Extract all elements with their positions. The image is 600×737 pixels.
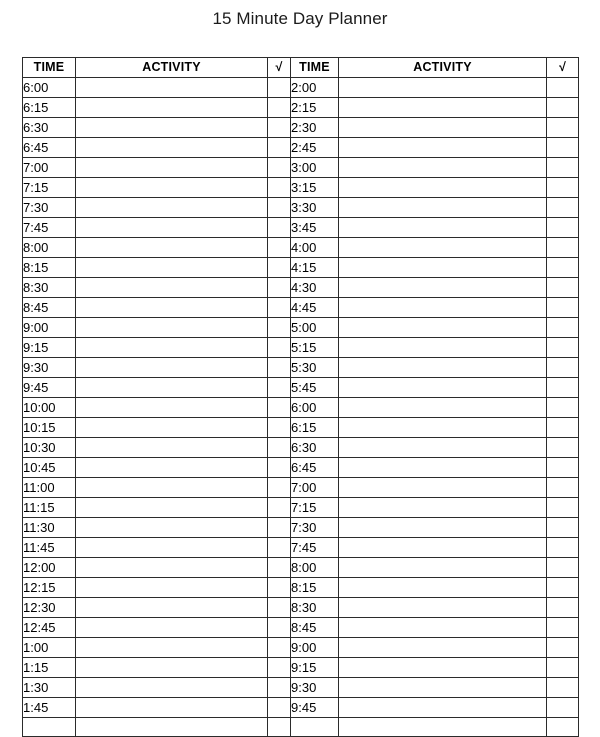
cell-time-left: 6:30 <box>23 118 76 138</box>
cell-activity-left[interactable] <box>76 658 268 678</box>
cell-time-right: 5:45 <box>291 378 339 398</box>
cell-activity-right[interactable] <box>339 518 547 538</box>
cell-check-right[interactable] <box>547 578 579 598</box>
cell-activity-left[interactable] <box>76 218 268 238</box>
cell-check-right[interactable] <box>547 678 579 698</box>
cell-time-left: 7:15 <box>23 178 76 198</box>
cell-check-right[interactable] <box>547 158 579 178</box>
cell-activity-right[interactable] <box>339 438 547 458</box>
cell-time-right: 6:45 <box>291 458 339 478</box>
cell-check-left[interactable] <box>268 618 291 638</box>
table-row <box>23 158 579 178</box>
cell-check-right[interactable] <box>547 538 579 558</box>
table-row <box>23 358 579 378</box>
cell-activity-left[interactable] <box>76 198 268 218</box>
table-row <box>23 378 579 398</box>
cell-time-left: 10:15 <box>23 418 76 438</box>
cell-activity-right[interactable] <box>339 658 547 678</box>
table-row <box>23 698 579 718</box>
cell-activity-right[interactable] <box>339 98 547 118</box>
cell-time-left: 11:45 <box>23 538 76 558</box>
table-row <box>23 238 579 258</box>
cell-time-left: 7:30 <box>23 198 76 218</box>
cell-check-left[interactable] <box>268 138 291 158</box>
cell-time-right: 2:00 <box>291 78 339 98</box>
cell-activity-right[interactable] <box>339 138 547 158</box>
cell-activity-right[interactable] <box>339 418 547 438</box>
cell-time-right: 2:15 <box>291 98 339 118</box>
cell-check-left[interactable] <box>268 418 291 438</box>
cell-time-right: 7:00 <box>291 478 339 498</box>
cell-activity-left[interactable] <box>76 238 268 258</box>
cell-activity-right[interactable] <box>339 258 547 278</box>
cell-activity-right[interactable] <box>339 698 547 718</box>
cell-activity-right[interactable] <box>339 598 547 618</box>
cell-check-right[interactable] <box>547 198 579 218</box>
cell-activity-right[interactable] <box>339 78 547 98</box>
cell-activity-right[interactable] <box>339 318 547 338</box>
cell-check-left[interactable] <box>268 218 291 238</box>
header-check-right: √ <box>547 58 579 78</box>
cell-activity-left[interactable] <box>76 418 268 438</box>
cell-check-right[interactable] <box>547 478 579 498</box>
cell-activity-left[interactable] <box>76 678 268 698</box>
cell-check-right[interactable] <box>547 378 579 398</box>
cell-activity-right[interactable] <box>339 238 547 258</box>
cell-check-right[interactable] <box>547 498 579 518</box>
cell-time-left: 8:30 <box>23 278 76 298</box>
cell-activity-left[interactable] <box>76 78 268 98</box>
cell-activity-left[interactable] <box>76 138 268 158</box>
cell-check-left[interactable] <box>268 98 291 118</box>
header-time-right: TIME <box>291 58 339 78</box>
cell-activity-left[interactable] <box>76 578 268 598</box>
table-row <box>23 578 579 598</box>
cell-check-left[interactable] <box>268 638 291 658</box>
cell-time-right: 8:30 <box>291 598 339 618</box>
cell-time-right: 7:30 <box>291 518 339 538</box>
cell-time-left: 10:00 <box>23 398 76 418</box>
cell-activity-right[interactable] <box>339 378 547 398</box>
table-row <box>23 198 579 218</box>
cell-check-left[interactable] <box>268 498 291 518</box>
cell-time-right: 9:15 <box>291 658 339 678</box>
cell-check-right[interactable] <box>547 178 579 198</box>
cell-activity-left[interactable] <box>76 398 268 418</box>
cell-check-left[interactable] <box>268 258 291 278</box>
cell-activity-left[interactable] <box>76 618 268 638</box>
cell-activity-right[interactable] <box>339 198 547 218</box>
cell-time-left: 9:15 <box>23 338 76 358</box>
cell-time-left: 8:00 <box>23 238 76 258</box>
cell-activity-right[interactable] <box>339 278 547 298</box>
cell-check-right[interactable] <box>547 558 579 578</box>
cell-activity-right[interactable] <box>339 618 547 638</box>
cell-time-right: 4:00 <box>291 238 339 258</box>
planner-table <box>22 57 579 737</box>
cell-activity-left[interactable] <box>76 538 268 558</box>
cell-time-left: 7:45 <box>23 218 76 238</box>
cell-activity-right[interactable] <box>339 638 547 658</box>
cell-check-right[interactable] <box>547 698 579 718</box>
cell-check-left[interactable] <box>268 718 291 737</box>
cell-check-right[interactable] <box>547 658 579 678</box>
table-row-empty <box>23 718 579 737</box>
cell-time-left: 6:15 <box>23 98 76 118</box>
cell-check-right[interactable] <box>547 98 579 118</box>
cell-time-right: 7:45 <box>291 538 339 558</box>
cell-check-left[interactable] <box>268 358 291 378</box>
cell-check-left[interactable] <box>268 598 291 618</box>
cell-time-right: 2:45 <box>291 138 339 158</box>
cell-check-right[interactable] <box>547 718 579 737</box>
header-activity-right: ACTIVITY <box>339 58 547 78</box>
cell-time-right: 5:00 <box>291 318 339 338</box>
table-row <box>23 298 579 318</box>
cell-check-right[interactable] <box>547 118 579 138</box>
cell-activity-left[interactable] <box>76 478 268 498</box>
cell-check-right[interactable] <box>547 338 579 358</box>
cell-check-right[interactable] <box>547 638 579 658</box>
table-row <box>23 258 579 278</box>
cell-activity-right[interactable] <box>339 578 547 598</box>
cell-check-left[interactable] <box>268 398 291 418</box>
header-row <box>23 58 579 78</box>
planner-table-container <box>22 57 578 737</box>
cell-time-right: 3:30 <box>291 198 339 218</box>
cell-time-left: 7:00 <box>23 158 76 178</box>
cell-time-left: 8:45 <box>23 298 76 318</box>
header-activity-left: ACTIVITY <box>76 58 268 78</box>
cell-check-left[interactable] <box>268 458 291 478</box>
cell-check-left[interactable] <box>268 558 291 578</box>
page-title: 15 Minute Day Planner <box>212 9 388 28</box>
cell-time-right <box>291 718 339 737</box>
cell-time-left: 9:00 <box>23 318 76 338</box>
cell-check-right[interactable] <box>547 258 579 278</box>
table-row <box>23 618 579 638</box>
cell-time-left: 1:30 <box>23 678 76 698</box>
cell-time-left: 9:45 <box>23 378 76 398</box>
cell-check-left[interactable] <box>268 658 291 678</box>
cell-activity-left[interactable] <box>76 258 268 278</box>
cell-time-left: 11:15 <box>23 498 76 518</box>
cell-activity-left[interactable] <box>76 178 268 198</box>
cell-activity-left[interactable] <box>76 598 268 618</box>
cell-check-right[interactable] <box>547 458 579 478</box>
table-row <box>23 398 579 418</box>
table-row <box>23 498 579 518</box>
cell-activity-left[interactable] <box>76 718 268 737</box>
cell-activity-right[interactable] <box>339 478 547 498</box>
cell-time-right: 6:30 <box>291 438 339 458</box>
cell-time-left: 1:45 <box>23 698 76 718</box>
cell-activity-left[interactable] <box>76 298 268 318</box>
cell-activity-right[interactable] <box>339 678 547 698</box>
cell-activity-right[interactable] <box>339 498 547 518</box>
cell-activity-left[interactable] <box>76 638 268 658</box>
cell-check-right[interactable] <box>547 218 579 238</box>
cell-check-left[interactable] <box>268 538 291 558</box>
cell-activity-left[interactable] <box>76 438 268 458</box>
cell-time-left: 10:45 <box>23 458 76 478</box>
table-row <box>23 518 579 538</box>
cell-activity-left[interactable] <box>76 498 268 518</box>
cell-activity-right[interactable] <box>339 538 547 558</box>
table-row <box>23 218 579 238</box>
cell-check-right[interactable] <box>547 398 579 418</box>
cell-time-right: 7:15 <box>291 498 339 518</box>
cell-check-left[interactable] <box>268 318 291 338</box>
cell-check-right[interactable] <box>547 418 579 438</box>
cell-check-left[interactable] <box>268 118 291 138</box>
cell-activity-left[interactable] <box>76 518 268 538</box>
table-row <box>23 138 579 158</box>
cell-time-left: 11:00 <box>23 478 76 498</box>
cell-time-right: 4:45 <box>291 298 339 318</box>
cell-check-left[interactable] <box>268 278 291 298</box>
cell-check-left[interactable] <box>268 378 291 398</box>
cell-time-right: 6:00 <box>291 398 339 418</box>
cell-check-left[interactable] <box>268 178 291 198</box>
cell-time-left: 12:30 <box>23 598 76 618</box>
cell-time-right: 3:45 <box>291 218 339 238</box>
cell-check-left[interactable] <box>268 158 291 178</box>
table-row <box>23 538 579 558</box>
cell-activity-left[interactable] <box>76 558 268 578</box>
cell-time-right: 3:00 <box>291 158 339 178</box>
table-row <box>23 558 579 578</box>
cell-time-right: 8:15 <box>291 578 339 598</box>
cell-time-right: 3:15 <box>291 178 339 198</box>
cell-check-right[interactable] <box>547 78 579 98</box>
table-body <box>23 78 579 737</box>
cell-activity-left[interactable] <box>76 698 268 718</box>
cell-check-left[interactable] <box>268 298 291 318</box>
cell-time-right: 5:15 <box>291 338 339 358</box>
cell-check-left[interactable] <box>268 678 291 698</box>
cell-time-right: 4:15 <box>291 258 339 278</box>
table-row <box>23 658 579 678</box>
cell-time-left: 9:30 <box>23 358 76 378</box>
cell-time-right: 6:15 <box>291 418 339 438</box>
cell-time-right: 8:00 <box>291 558 339 578</box>
cell-check-left[interactable] <box>268 338 291 358</box>
cell-time-left: 12:45 <box>23 618 76 638</box>
cell-check-right[interactable] <box>547 618 579 638</box>
cell-time-left: 11:30 <box>23 518 76 538</box>
cell-activity-right[interactable] <box>339 298 547 318</box>
cell-check-left[interactable] <box>268 238 291 258</box>
cell-activity-left[interactable] <box>76 338 268 358</box>
table-row <box>23 98 579 118</box>
table-row <box>23 278 579 298</box>
table-row <box>23 418 579 438</box>
cell-check-right[interactable] <box>547 598 579 618</box>
cell-time-right: 9:30 <box>291 678 339 698</box>
cell-activity-left[interactable] <box>76 278 268 298</box>
cell-check-right[interactable] <box>547 238 579 258</box>
cell-activity-right[interactable] <box>339 358 547 378</box>
cell-time-left: 12:15 <box>23 578 76 598</box>
table-row <box>23 78 579 98</box>
cell-check-left[interactable] <box>268 478 291 498</box>
cell-check-left[interactable] <box>268 578 291 598</box>
cell-check-left[interactable] <box>268 518 291 538</box>
cell-activity-left[interactable] <box>76 458 268 478</box>
table-header <box>23 58 579 78</box>
cell-time-right: 2:30 <box>291 118 339 138</box>
cell-check-right[interactable] <box>547 318 579 338</box>
table-row <box>23 678 579 698</box>
header-time-left: TIME <box>23 58 76 78</box>
cell-activity-left[interactable] <box>76 358 268 378</box>
cell-activity-right[interactable] <box>339 218 547 238</box>
cell-check-left[interactable] <box>268 698 291 718</box>
cell-time-right: 5:30 <box>291 358 339 378</box>
cell-activity-right[interactable] <box>339 178 547 198</box>
cell-activity-left[interactable] <box>76 98 268 118</box>
cell-check-right[interactable] <box>547 358 579 378</box>
cell-time-left: 8:15 <box>23 258 76 278</box>
cell-activity-right[interactable] <box>339 458 547 478</box>
table-row <box>23 318 579 338</box>
cell-activity-right[interactable] <box>339 398 547 418</box>
table-row <box>23 438 579 458</box>
table-row <box>23 118 579 138</box>
cell-time-left <box>23 718 76 737</box>
cell-time-left: 12:00 <box>23 558 76 578</box>
cell-check-right[interactable] <box>547 298 579 318</box>
cell-time-right: 9:00 <box>291 638 339 658</box>
cell-time-right: 4:30 <box>291 278 339 298</box>
cell-check-right[interactable] <box>547 518 579 538</box>
table-row <box>23 478 579 498</box>
cell-check-right[interactable] <box>547 138 579 158</box>
cell-activity-left[interactable] <box>76 118 268 138</box>
cell-activity-left[interactable] <box>76 318 268 338</box>
cell-check-left[interactable] <box>268 438 291 458</box>
header-check-left: √ <box>268 58 291 78</box>
cell-activity-left[interactable] <box>76 378 268 398</box>
cell-time-left: 6:45 <box>23 138 76 158</box>
cell-time-right: 8:45 <box>291 618 339 638</box>
table-row <box>23 458 579 478</box>
cell-activity-right[interactable] <box>339 118 547 138</box>
cell-time-left: 6:00 <box>23 78 76 98</box>
cell-activity-left[interactable] <box>76 158 268 178</box>
cell-time-left: 1:15 <box>23 658 76 678</box>
cell-check-right[interactable] <box>547 278 579 298</box>
cell-check-left[interactable] <box>268 78 291 98</box>
cell-time-left: 1:00 <box>23 638 76 658</box>
cell-activity-right[interactable] <box>339 338 547 358</box>
cell-activity-right[interactable] <box>339 558 547 578</box>
cell-activity-right[interactable] <box>339 718 547 737</box>
table-row <box>23 338 579 358</box>
cell-time-left: 10:30 <box>23 438 76 458</box>
table-row <box>23 598 579 618</box>
cell-check-right[interactable] <box>547 438 579 458</box>
cell-activity-right[interactable] <box>339 158 547 178</box>
cell-time-right: 9:45 <box>291 698 339 718</box>
table-row <box>23 178 579 198</box>
table-row <box>23 638 579 658</box>
cell-check-left[interactable] <box>268 198 291 218</box>
